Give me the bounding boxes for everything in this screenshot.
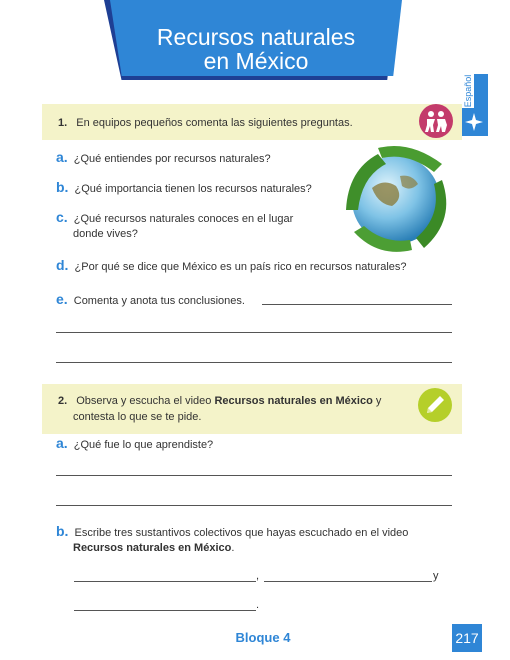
question-e xyxy=(56,292,245,309)
question-2a xyxy=(56,436,213,453)
question-letter: e. xyxy=(56,291,68,307)
question-letter: a. xyxy=(56,149,68,165)
question-text-line1: ¿Qué recursos naturales conoces en el lugar xyxy=(73,213,294,225)
question-text: ¿Qué importancia tienen los recursos naturales? xyxy=(74,183,312,195)
question-d xyxy=(56,258,407,275)
question-2b xyxy=(56,524,408,541)
question-letter: c. xyxy=(56,209,68,225)
question-letter: d. xyxy=(56,257,69,273)
question-a xyxy=(56,150,271,167)
question-b xyxy=(56,180,312,197)
title-line-1: Recursos naturales xyxy=(156,24,356,50)
page-title xyxy=(110,25,402,73)
instruction-text: En equipos pequeños comenta las siguientes preguntas. xyxy=(76,117,353,129)
instruction-2 xyxy=(58,394,410,409)
instruction-number: 1. xyxy=(58,117,68,129)
side-tab-label: Español xyxy=(463,74,473,108)
star-compass-icon xyxy=(462,110,486,134)
title-line-2: en México xyxy=(203,48,309,74)
answer-line[interactable] xyxy=(56,362,452,363)
question-text-line1: Escribe tres sustantivos colectivos que hayas escuchado en el video xyxy=(74,527,409,539)
answer-line[interactable] xyxy=(74,581,256,582)
answer-line[interactable] xyxy=(56,505,452,506)
bloque-label: Bloque 4 xyxy=(235,630,291,645)
question-c xyxy=(56,210,293,227)
answer-line[interactable] xyxy=(56,475,452,476)
question-text: Comenta y anota tus conclusiones. xyxy=(73,295,245,307)
answer-line[interactable] xyxy=(56,332,452,333)
period: . xyxy=(231,542,235,554)
question-letter: a. xyxy=(56,435,68,451)
question-text: ¿Qué entiendes por recursos naturales? xyxy=(73,153,271,165)
instruction-text-part2: y xyxy=(375,395,382,407)
instruction-text-part1: Observa y escucha el video xyxy=(76,395,212,407)
instruction-1 xyxy=(58,116,353,131)
globe-recycle-image xyxy=(338,140,458,258)
conjunction-y: y xyxy=(433,570,439,582)
question-2b-line2 xyxy=(73,541,234,556)
instruction-2-line2: contesta lo que se te pide. xyxy=(73,411,202,423)
instruction-number: 2. xyxy=(58,395,68,407)
answer-line[interactable] xyxy=(262,304,452,305)
page-number: 217 xyxy=(455,630,479,646)
question-letter: b. xyxy=(56,179,69,195)
comma: , xyxy=(256,570,260,582)
instruction-bar-2 xyxy=(42,384,462,434)
answer-line[interactable] xyxy=(264,581,432,582)
group-icon xyxy=(418,103,454,139)
final-period: . xyxy=(256,599,260,611)
video-title: Recursos naturales en México xyxy=(214,395,373,407)
video-title: Recursos naturales en México xyxy=(73,542,232,554)
question-text: ¿Qué fue lo que aprendiste? xyxy=(73,439,214,451)
question-letter: b. xyxy=(56,523,69,539)
answer-line[interactable] xyxy=(74,610,256,611)
pencil-icon xyxy=(417,387,453,423)
question-c-line2: donde vives? xyxy=(73,228,138,240)
question-text: ¿Por qué se dice que México es un país rico en recursos naturales? xyxy=(74,261,407,273)
